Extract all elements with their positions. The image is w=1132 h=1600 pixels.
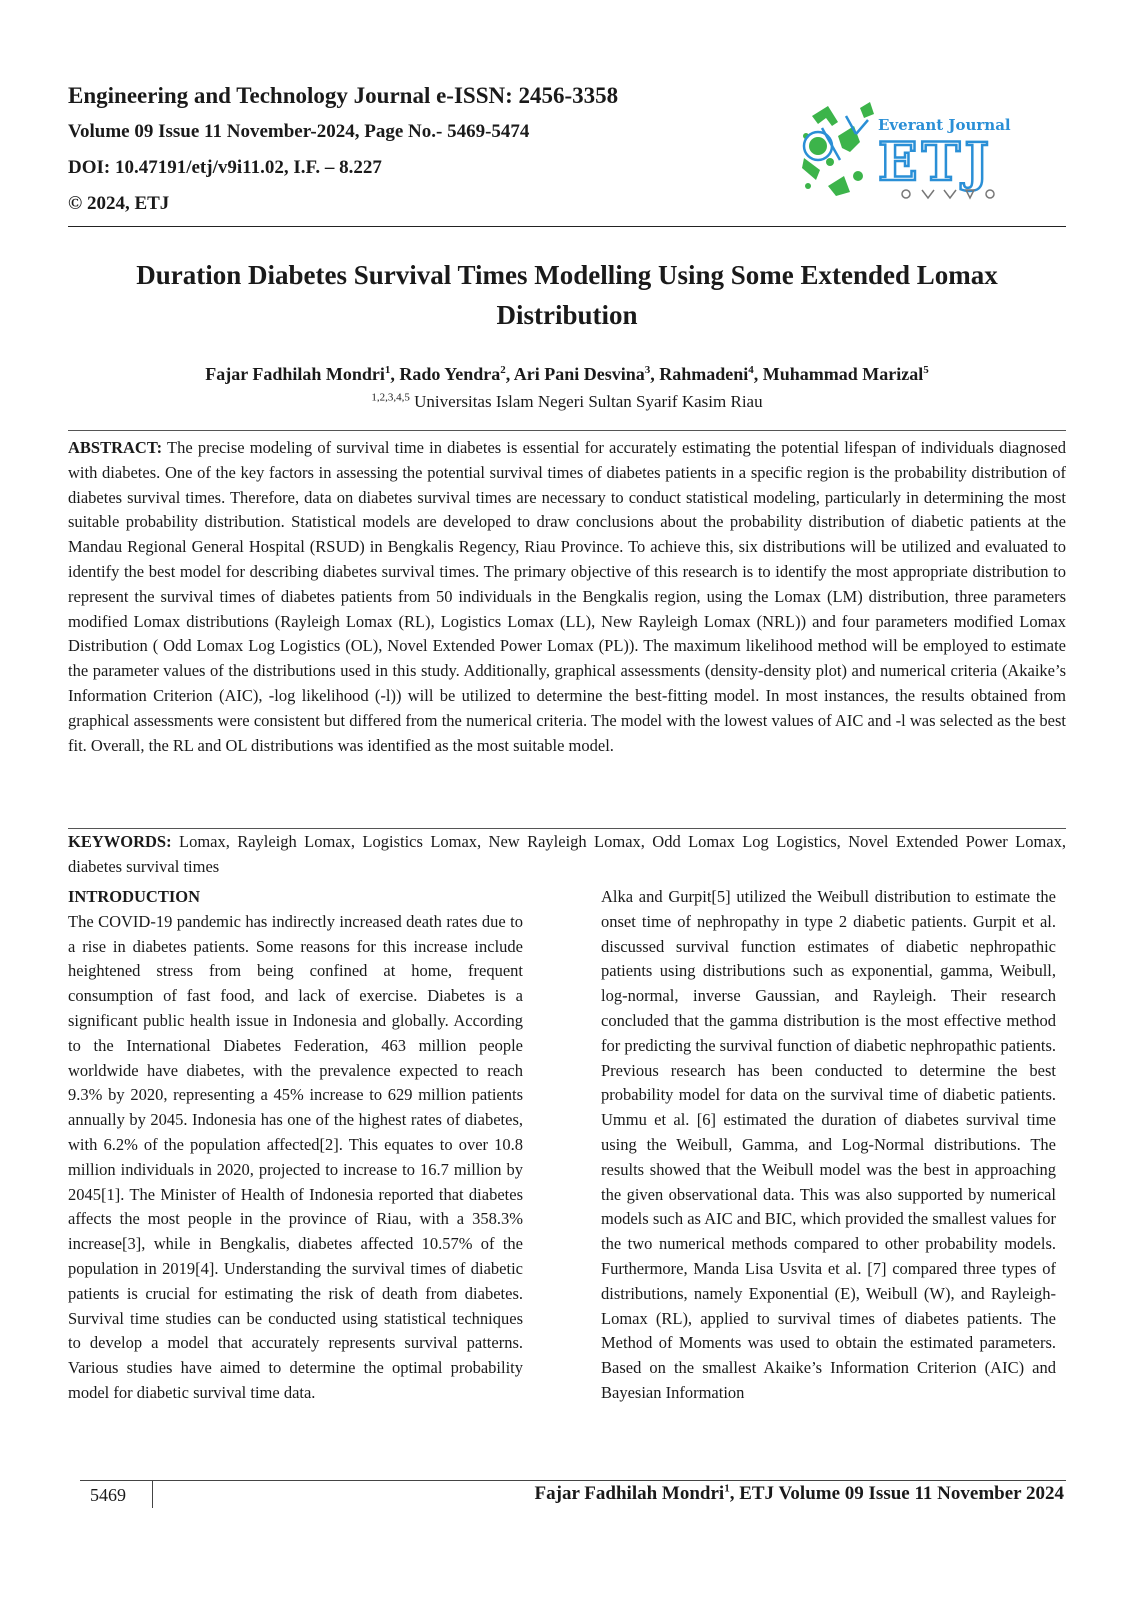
footer-vertical-divider <box>152 1480 153 1508</box>
author-separator: , <box>650 364 660 384</box>
footer-journal: , ETJ Volume 09 Issue 11 November 2024 <box>729 1483 1064 1504</box>
header-divider <box>68 226 1066 227</box>
footer-divider <box>80 1480 1066 1481</box>
journal-name-issn: Engineering and Technology Journal e-ISSN: 2456-3358 <box>68 83 619 108</box>
affiliation <box>68 391 1066 413</box>
introduction-paragraph-left: The COVID-19 pandemic has indirectly increased death rates due to a rise in diabetes patients. Some reasons for this increase include heightened stress from being confined at home, frequent consumption of fast food, and lack of exercise. Diabetes is a significant public health issue in Indonesia and globally. According to the International Diabetes Federation, 463 million people worldwide have diabetes, with the prevalence expected to reach 9.3% by 2020, representing a 45% increase to 629 million patients annually by 2045. Indonesia has one of the highest rates of diabetes, with 6.2% of the population affected[2]. This equates to over 10.8 million individuals in 2020, projected to increase to 16.7 million by 2045[1]. The Minister of Health of Indonesia reported that diabetes affects the most people in the province of Riau, with a 358.3% increase[3], while in Bengkalis, diabetes affected 10.57% of the population in 2019[4]. Understanding the survival times of diabetic patients is crucial for estimating the risk of death from diabetes. Survival time studies can be conducted using statistical techniques to develop a model that accurately represents survival patterns. Various studies have aimed to determine the optimal probability model for diabetic survival time data. <box>68 911 523 1402</box>
abstract <box>68 436 1066 758</box>
author-5-affil: 5 <box>923 364 929 376</box>
journal-copyright: © 2024, ETJ <box>68 193 170 214</box>
introduction-heading: INTRODUCTION <box>68 887 201 906</box>
author-2-affil: 2 <box>500 364 506 376</box>
author-5: Muhammad Marizal <box>762 364 924 384</box>
journal-doi: DOI: 10.47191/etj/v9i11.02, I.F. – 8.227 <box>68 157 382 178</box>
logo-main-text: ETJ <box>878 132 993 193</box>
author-3-affil: 3 <box>644 364 651 376</box>
author-1: Fajar Fadhilah Mondri <box>205 364 385 384</box>
paper-title: Duration Diabetes Survival Times Modelling Using Some Extended Lomax Distribution <box>136 260 998 330</box>
abstract-bottom-rule <box>68 828 1066 829</box>
author-list <box>68 363 1066 385</box>
introduction-paragraph-right: Alka and Gurpit[5] utilized the Weibull distribution to estimate the onset time of nephropathy in type 2 diabetic patients. Gurpit et al. discussed survival function estimates of diabetic nephropathic patients using distributions such as exponential, gamma, Weibull, log-normal, inverse Gaussian, and Rayleigh. Their research concluded that the gamma distribution is the most effective method for predicting the survival function of diabetic nephropathic patients. Previous research has been conducted to determine the best probability model for data on the survival time of diabetic patients. Ummu et al. [6] estimated the duration of diabetes survival time using the Weibull, Gamma, and Log-Normal distributions. The results showed that the Weibull model was the best in approaching the given observational data. This was also supported by numerical models such as AIC and BIC, which provided the smallest values for the two numerical methods compared to other probability models. Furthermore, Manda Lisa Usvita et al. [7] compared three types of distributions, namely Exponential (E), Weibull (W), and Rayleigh-Lomax (RL), applied to survival times of diabetes patients. The Method of Moments was used to obtain the estimated parameters. Based on the smallest Akaike’s Information Criterion (AIC) and Bayesian Information <box>601 887 1056 1402</box>
journal-volume-pages: Volume 09 Issue 11 November-2024, Page No.- 5469-5474 <box>68 121 530 142</box>
keywords-label: KEYWORDS: <box>68 832 172 851</box>
keywords <box>68 830 1066 880</box>
affiliation-name: Universitas Islam Negeri Sultan Syarif Kasim Riau <box>414 392 763 411</box>
author-2: Rado Yendra <box>399 364 501 384</box>
etj-logo <box>798 96 1020 204</box>
author-1-affil: 1 <box>384 364 391 376</box>
author-separator: , <box>753 364 763 384</box>
page-number: 5469 <box>90 1485 126 1505</box>
author-separator: , <box>505 364 514 384</box>
author-4-affil: 4 <box>748 364 754 376</box>
logo-top-text: Everant Journal <box>878 116 1011 134</box>
abstract-text: The precise modeling of survival time in diabetes is essential for accurately estimating the potential lifespan of individuals diagnosed with diabetes. One of the key factors in assessing the potential survival times of diabetes patients in a specific region is the probability distribution of diabetes survival times. Therefore, data on diabetes survival times are necessary to conduct statistical modeling, particularly in determining the most suitable probability distribution. Statistical models are developed to draw conclusions about the probability distribution of diabetic patients at the Mandau Regional General Hospital (RSUD) in Bengkalis Regency, Riau Province. To achieve this, six distributions will be utilized and evaluated to identify the best model for describing diabetes survival times. The primary objective of this research is to identify the most appropriate distribution to represent the survival times of diabetes patients from 50 individuals in the Bengkalis region, using the Lomax (LM) distribution, three parameters modified Lomax distributions (Rayleigh Lomax (RL), Logistics Lomax (LL), New Rayleigh Lomax (NRL)) and four parameters modified Lomax Distribution ( Odd Lomax Log Logistics (OL), Novel Extended Power Lomax (PL)). The maximum likelihood method will be employed to estimate the parameter values of the distributions used in this study. Additionally, graphical assessments (density-density plot) and numerical criteria (Akaike’s Information Criterion (AIC), -log likelihood (-l)) will be utilized to determine the best-fitting model. In most instances, the results obtained from graphical assessments were consistent but differed from the numerical criteria. The model with the lowest values of AIC and -l was selected as the best fit. Overall, the RL and OL distributions was identified as the most suitable model. <box>68 438 1066 755</box>
abstract-top-rule <box>68 430 1066 431</box>
author-4: Rahmadeni <box>659 364 749 384</box>
affiliation-sup: 1,2,3,4,5 <box>371 391 410 404</box>
author-separator: , <box>390 364 400 384</box>
body-column-right <box>601 885 1056 1406</box>
body-column-left <box>68 885 523 1406</box>
abstract-label: ABSTRACT: <box>68 438 163 457</box>
footer-author: Fajar Fadhilah Mondri <box>534 1483 725 1504</box>
journal-info <box>68 78 768 222</box>
footer-citation <box>535 1482 1064 1506</box>
author-3: Ari Pani Desvina <box>513 364 645 384</box>
keywords-text: Lomax, Rayleigh Lomax, Logistics Lomax, New Rayleigh Lomax, Odd Lomax Log Logistics, Novel Extended Power Lomax, diabetes survival times <box>68 832 1067 876</box>
footer-author-sup: 1 <box>724 1482 730 1495</box>
